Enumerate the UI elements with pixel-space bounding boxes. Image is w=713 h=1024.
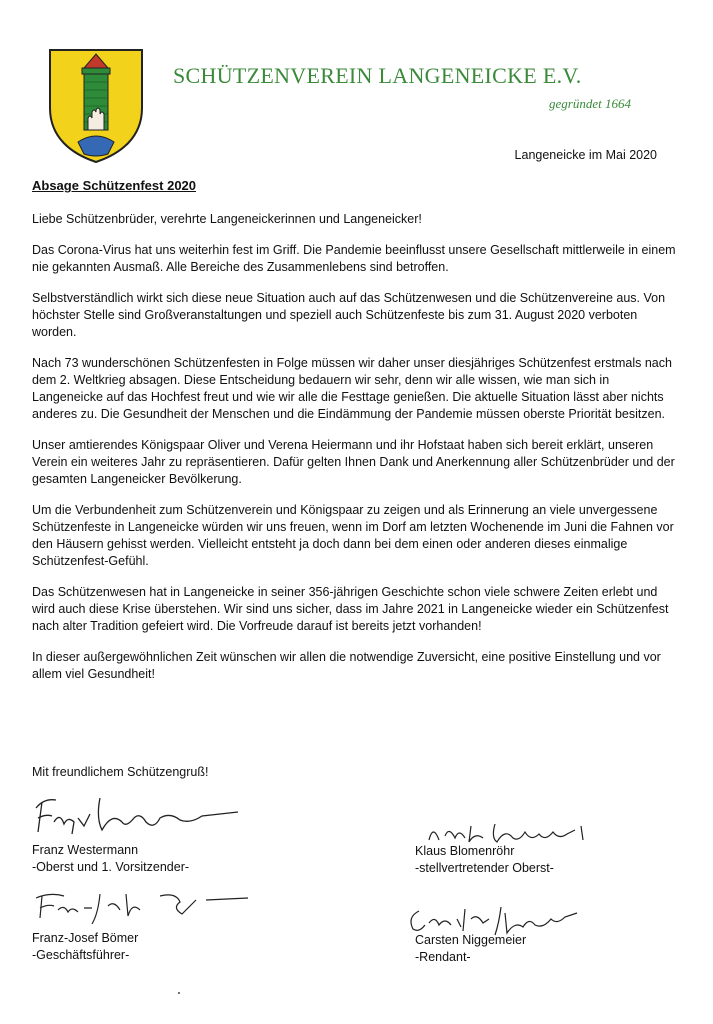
founded-year: gegründet 1664 [549,96,631,111]
signatory-2 [415,843,554,877]
signatory-role: -Oberst und 1. Vorsitzender- [32,860,190,874]
closing-greeting: Mit freundlichem Schützengruß! [32,765,209,779]
signature-westermann-icon [30,788,240,844]
letter-subject: Absage Schützenfest 2020 [32,178,197,193]
signatory-role: -Geschäftsführer- [32,948,130,962]
place-and-date: Langeneicke im Mai 2020 [514,148,657,162]
paragraph: Unser amtierendes Königspaar Oliver und Verena Heiermann und ihr Hofstaat haben sich bereit erklärt, unseren Verein ein weiteres Jahr zu repräsentieren. Dafür gelten Ihnen Dank und Anerkennung aller Schützenbrüder und der gesamten Langeneicker Bevölkerung. [32,438,675,486]
paragraph: Um die Verbundenheit zum Schützenverein und Königspaar zu zeigen und als Erinnerung an viele unvergessene Schützenfeste in Langeneicke würden wir uns freuen, wenn im Dorf am letzten Wochenende im Juni die Fahnen vor den Häusern gehisst werden. Vielleicht entsteht ja doch dann bei dem einen oder anderen dieses einmalige Schützenfest-Gefühl. [32,503,674,568]
signatory-role: -Rendant- [415,950,471,964]
letter-body [32,211,682,697]
signatory-4 [415,932,526,966]
paragraph: Das Corona-Virus hat uns weiterhin fest im Griff. Die Pandemie beeinflusst unsere Gesellschaft mittlerweile in einem nie gekannten Ausmaß. Alle Bereiche des Zusammenlebens sind betroffen. [32,243,676,274]
signatory-3 [32,930,138,964]
signature-boemer-icon [30,888,250,928]
coat-of-arms-icon [46,46,146,166]
paragraph: Liebe Schützenbrüder, verehrte Langeneickerinnen und Langeneicker! [32,212,422,226]
paragraph: Selbstverständlich wirkt sich diese neue Situation auch auf das Schützenwesen und die Schützenvereine aus. Von höchster Stelle sind Großveranstaltungen und speziell auch Schützenfeste bis zum 31. August 2020 verboten worden. [32,291,666,339]
signatory-role: -stellvertretender Oberst- [415,861,554,875]
signatory-name: Franz Westermann [32,843,139,857]
scan-speck [178,992,180,994]
signatory-name: Franz-Josef Bömer [32,931,139,945]
signatory-name: Carsten Niggemeier [415,933,527,947]
signatory-1 [32,842,189,876]
signatory-name: Klaus Blomenröhr [415,844,515,858]
paragraph: Nach 73 wunderschönen Schützenfesten in Folge müssen wir daher unser diesjähriges Schützenfest erstmals nach dem 2. Weltkrieg absagen. Diese Entscheidung bedauern wir sehr, denn wir alle wissen, wie man sich in Langeneicke auf das Hochfest freut und wie wir alle die Festtage genießen. Die aktuelle Situation lässt aber nichts anderes zu. Die Gesundheit der Menschen und die Eindämmung der Pandemie müssen oberste Priorität besitzen. [32,356,672,421]
paragraph: In dieser außergewöhnlichen Zeit wünschen wir allen die notwendige Zuversicht, eine positive Einstellung und vor allem viel Gesundheit! [32,650,661,681]
paragraph: Das Schützenwesen hat in Langeneicke in seiner 356-jährigen Geschichte schon viele schwere Zeiten erlebt und wird auch diese Krise überstehen. Wir sind uns sicher, dass im Jahre 2021 in Langeneicke wieder ein Schützenfest nach alter Tradition gefeiert wird. Die Vorfreude darauf ist bereits jetzt vorhanden! [32,585,669,633]
organization-name: SCHÜTZENVEREIN LANGENEICKE E.V. [173,63,582,88]
